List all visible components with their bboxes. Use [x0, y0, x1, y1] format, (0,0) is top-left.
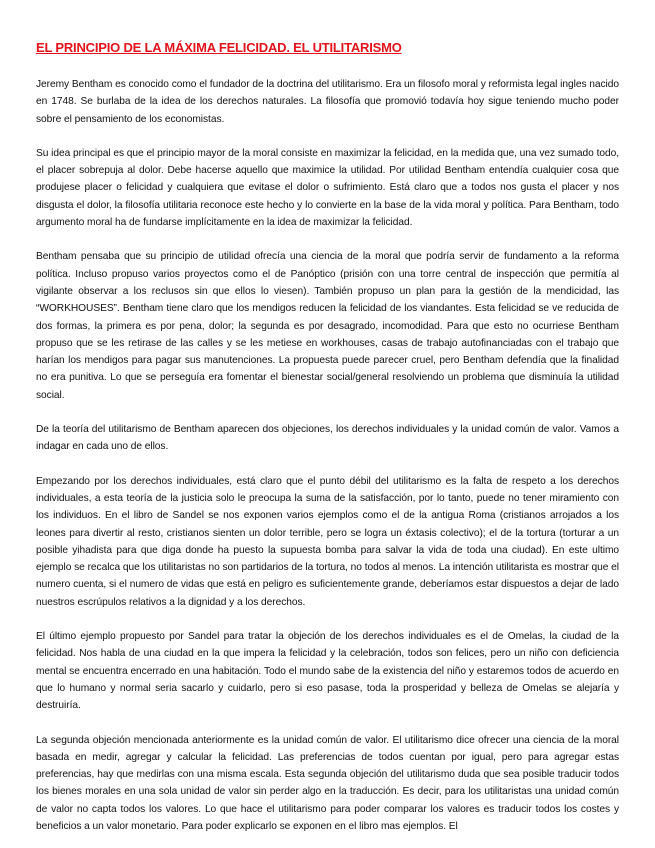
paragraph-2: Su idea principal es que el principio mayor de la moral consiste en maximizar la felicidad, en la medida que, una vez sumado todo, el placer sobrepuja al dolor. Debe hacerse aquello que maximice la utilidad. Por utilidad Bentham entendía cualquier cosa que produjese placer o felicidad y cualquiera que evitase el dolor o sufrimiento. Está claro que a todos nos gusta el placer y nos disgusta el dolor, la filosofía utilitaria reconoce este hecho y lo convierte en la base de la vida moral y política. Para Bentham, todo argumento moral ha de fundarse implícitamente en la idea de maximizar la felicidad.: [36, 147, 619, 229]
paragraph-4: De la teoría del utilitarismo de Bentham aparecen dos objeciones, los derechos individuales y la unidad común de valor. Vamos a indagar en cada uno de ellos.: [36, 424, 619, 453]
paragraph-1: Jeremy Bentham es conocido como el fundador de la doctrina del utilitarismo. Era un filosofo moral y reformista legal ingles nacido en 1748. Se burlaba de la idea de los derechos naturales. La filosofía que promovió todavía hoy sigue teniendo mucho poder sobre el pensamiento de los economistas.: [36, 79, 619, 125]
paragraph-7: La segunda objeción mencionada anteriormente es la unidad común de valor. El utilitarismo dice ofrecer una ciencia de la moral basada en medir, agregar y calcular la felicidad. Las preferencias de todos cuentan por igual, pero para agregar estas preferencias, hay que medirlas con una misma escala. Esta segunda objeción del utilitarismo duda que sea posible traducir todos los bienes morales en una sola unidad de valor sin perder algo en la traducción. Es decir, para los utilitaristas una unidad común de valor no capta todos los valores. Lo que hace el utilitarismo para poder comparar los valores es traducir todos los costes y beneficios a un valor monetario. Para poder explicarlo se exponen en el libro mas ejemplos. El: [36, 734, 619, 832]
paragraph-6: El último ejemplo propuesto por Sandel para tratar la objeción de los derechos individuales es el de Omelas, la ciudad de la felicidad. Nos habla de una ciudad en la que impera la felicidad y la celebración, todos son felices, pero un niño con deficiencia mental se encuentra encerrado en una habitación. Todo el mundo sabe de la existencia del niño y estaremos todos de acuerdo en que lo humano y normal seria sacarlo y cuidarlo, pero si eso pasase, toda la prosperidad y belleza de Omelas se alejaría y destruiría.: [36, 631, 619, 712]
document-title: EL PRINCIPIO DE LA MÁXIMA FELICIDAD. EL UTILITARISMO: [36, 40, 402, 55]
paragraph-5: Empezando por los derechos individuales, está claro que el punto débil del utilitarismo es la falta de respeto a los derechos individuales, a esta teoría de la justicia solo le preocupa la suma de la satisfacción, por lo tanto, puede no tener miramiento con los individuos. En el libro de Sandel se nos exponen varios ejemplos como el de la antigua Roma (cristianos arrojados a los leones para divertir al resto, cristianos sienten un dolor terrible, pero se logra un éxtasis colectivo); el de la tortura (torturar a un posible yihadista para que diga donde ha puesto la supuesta bomba para salvar la vida de toda una ciudad). En este ultimo ejemplo se recalca que los utilitaristas no son partidarios de la tortura, no todos al menos. La intención utilitarista es mostrar que el numero cuenta, si el numero de vidas que está en peligro es suficientemente grande, deberíamos estar dispuestos a dejar de lado nuestros escrúpulos relativos a la dignidad y a los derechos.: [36, 475, 619, 608]
paragraph-3: Bentham pensaba que su principio de utilidad ofrecía una ciencia de la moral que podría servir de fundamento a la reforma política. Incluso propuso varios proyectos como el de Panóptico (prisión con una torre central de inspección que permitía al vigilante observar a los reclusos sin que ellos lo viesen). También propuso un plan para la gestión de la mendicidad, las “WORKHOUSES”. Bentham tiene claro que los mendigos reducen la felicidad de los viandantes. Esta felicidad se ve reducida de dos formas, la primera es por pena, dolor; la segunda es por desagrado, incomodidad. Para que esto no ocurriese Bentham propuso que se les retirase de las calles y se les metiese en workhouses, casas de trabajo autofinanciadas con el trabajo que harían los mendigos para pagar sus manutenciones. La propuesta puede parecer cruel, pero Bentham defendía que la finalidad no era punitiva. Lo que se perseguía era fomentar el bienestar social/general resolviendo un problema que disminuía la utilidad social.: [36, 251, 619, 401]
